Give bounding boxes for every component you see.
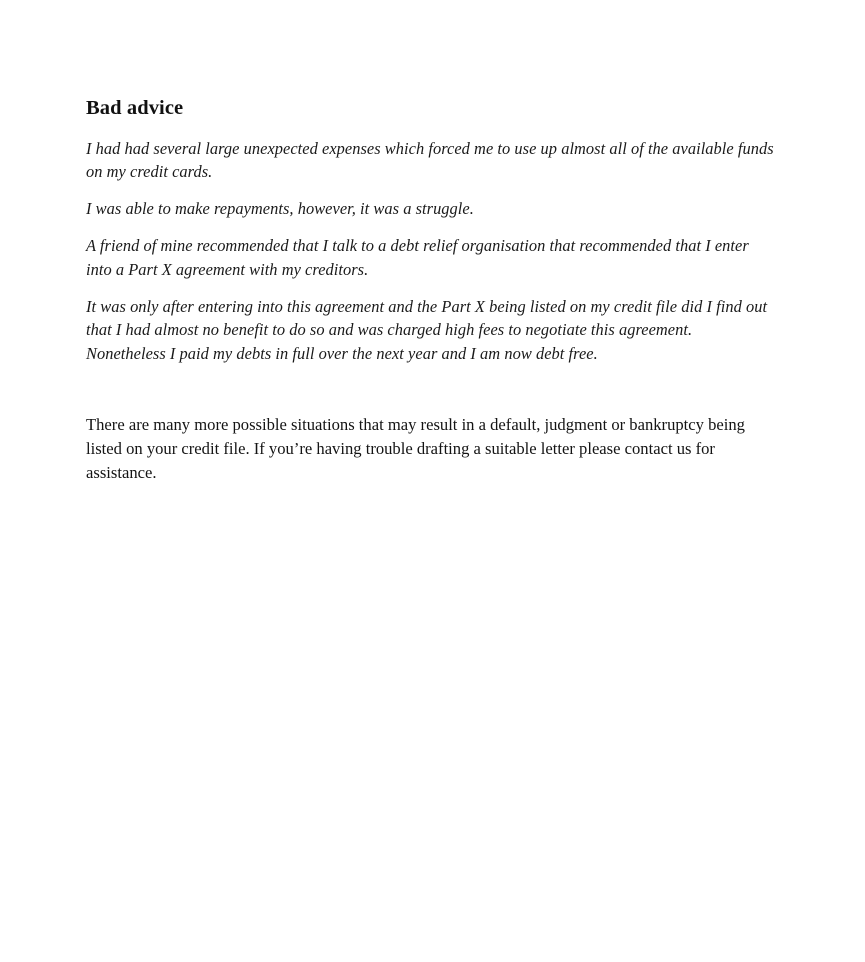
testimonial-paragraph: A friend of mine recommended that I talk to a debt relief organisation that recommended that I enter into a Part X agreement with my creditors. <box>86 236 749 279</box>
testimonial-paragraph: I was able to make repayments, however, it was a struggle. <box>86 199 474 219</box>
testimonial-paragraph: It was only after entering into this agreement and the Part X being listed on my credit file did I find out that I had almost no benefit to do so and was charged high fees to negotiate this agreement. Nonetheless I paid my debts in full over the next year and I am now debt free. <box>86 297 768 363</box>
testimonial-block <box>86 137 776 365</box>
document-content <box>86 96 776 485</box>
page-title: Bad advice <box>86 97 184 119</box>
testimonial-paragraph: I had had several large unexpected expenses which forced me to use up almost all of the available funds on my credit cards. <box>86 138 774 181</box>
closing-paragraph: There are many more possible situations that may result in a default, judgment or bankruptcy being listed on your credit file. If you’re having trouble drafting a suitable letter please contact us for assistance. <box>86 414 745 482</box>
closing-block <box>86 413 776 485</box>
